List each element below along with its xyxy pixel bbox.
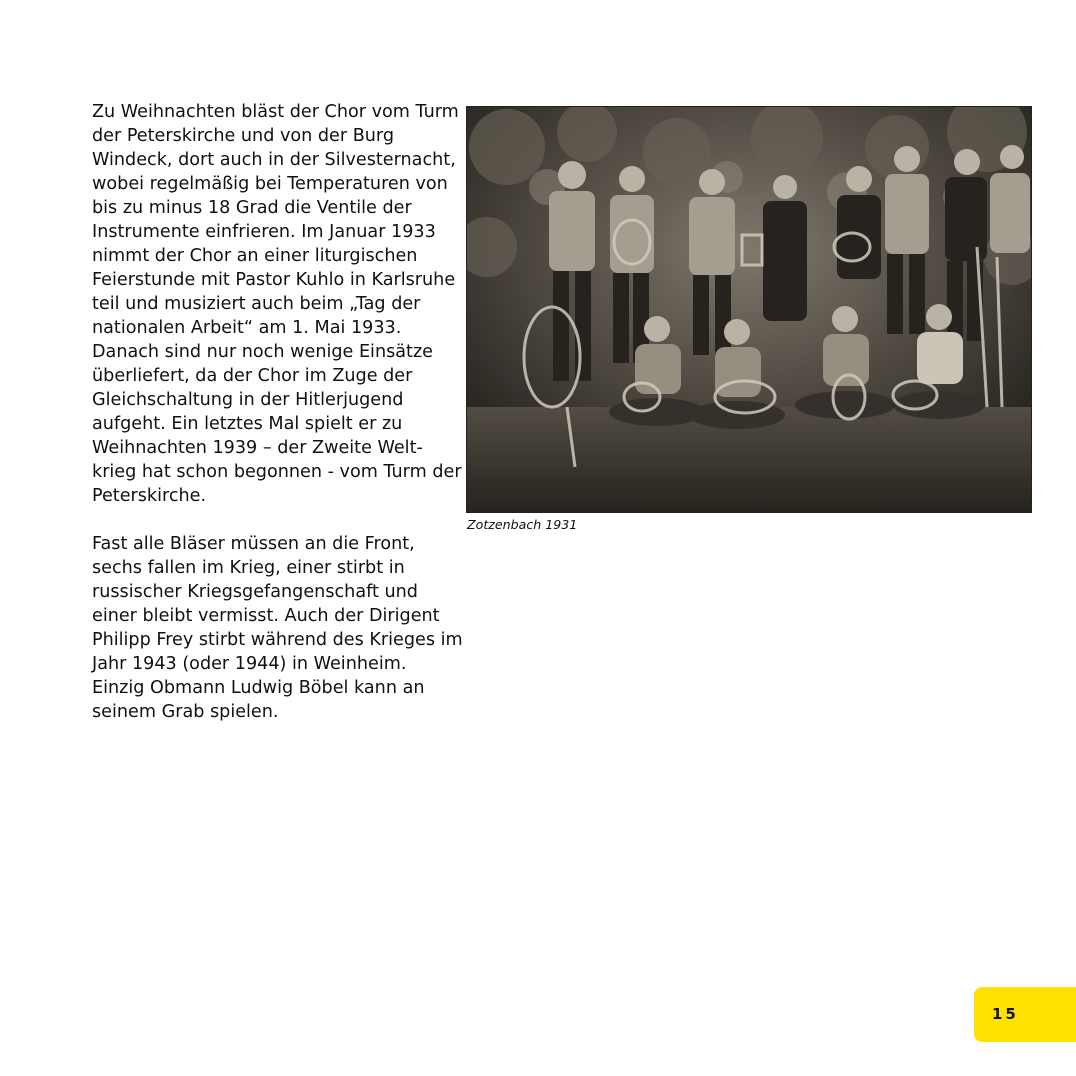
page-number-tab bbox=[974, 987, 1076, 1042]
photo-illustration bbox=[467, 107, 1031, 512]
historic-band-photo bbox=[466, 106, 1032, 513]
paragraph-2: Fast alle Bläser müssen an die Front, sechs fallen im Krieg, einer stirbt in russischer Kriegsgefangenschaft und einer bleibt vermisst. Auch der Dirigent Philipp Frey stirbt während des Krieges im Jahr 1943 (oder 1944) in Weinheim. Einzig Obmann Ludwig Böbel kann an seinem Grab spielen. bbox=[92, 534, 463, 722]
paragraph-1: Zu Weihnachten bläst der Chor vom Turm der Peterskirche und von der Burg Windeck, dort auch in der Silvesternacht, wobei regelmäßig bei Temperaturen von bis zu minus 18 Grad die Ventile der Instrumente einfrieren. Im Januar 1933 nimmt der Chor an einer liturgischen Feierstunde mit Pastor Kuhlo in Karlsruhe teil und musiziert auch beim „Tag der nationalen Arbeit“ am 1. Mai 1933. Danach sind nur noch wenige Einsätze überliefert, da der Chor im Zuge der Gleichschaltung in der Hitlerjugend aufgeht. Ein letztes Mal spielt er zu Weihnachten 1939 – der Zweite Welt-krieg hat schon begonnen - vom Turm der Peterskirche. bbox=[92, 102, 462, 506]
body-text bbox=[92, 100, 464, 724]
page-number: 15 bbox=[992, 1005, 1019, 1023]
photo-caption: Zotzenbach 1931 bbox=[467, 517, 578, 532]
